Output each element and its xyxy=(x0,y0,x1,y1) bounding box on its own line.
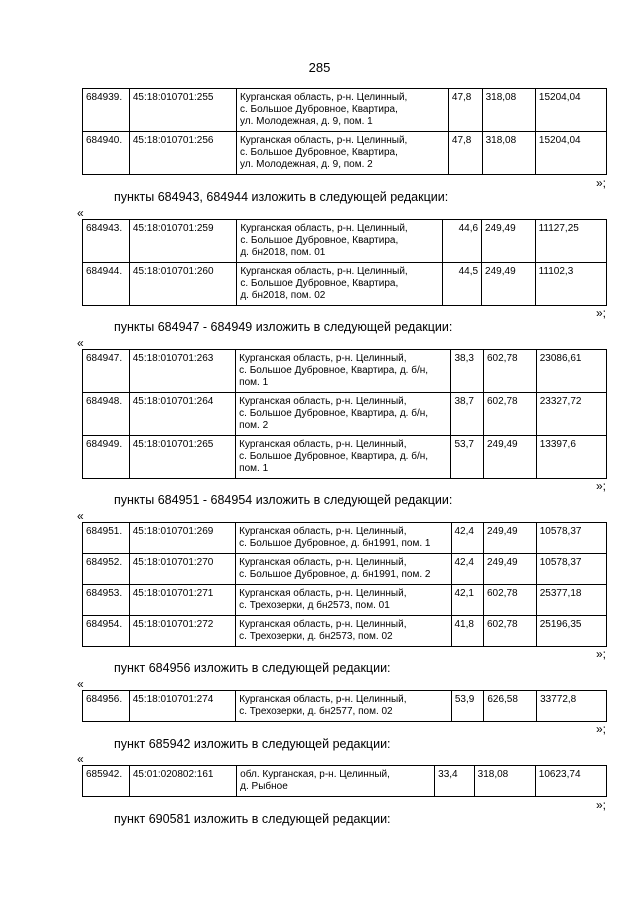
total-value: 23086,61 xyxy=(536,350,606,393)
total-value: 10623,74 xyxy=(535,766,606,797)
row-number: 685942. xyxy=(83,766,130,797)
opening-quote: « xyxy=(77,677,84,691)
closing-quote: »; xyxy=(596,647,607,661)
total-value: 13397,6 xyxy=(536,436,606,479)
address: Курганская область, р-н. Целинный, с. Большое Дубровное, Квартира, д. б/н, пом. 1 xyxy=(236,350,451,393)
rate: 602,78 xyxy=(483,393,536,436)
table-row xyxy=(83,766,607,797)
total-value: 11127,25 xyxy=(535,220,606,263)
opening-quote: « xyxy=(77,206,84,220)
cadastral-number: 45:18:010701:270 xyxy=(129,554,235,585)
section-intro: пункт 685942 изложить в следующей редакции: xyxy=(114,737,391,751)
row-number: 684951. xyxy=(83,523,130,554)
cadastral-number: 45:18:010701:274 xyxy=(129,691,235,722)
row-number: 684948. xyxy=(83,393,130,436)
table-row xyxy=(83,350,607,393)
rate: 602,78 xyxy=(484,616,537,647)
area: 44,6 xyxy=(443,220,482,263)
address: Курганская область, р-н. Целинный, с. Трехозерки, д бн2573, пом. 01 xyxy=(236,585,451,616)
closing-quote: »; xyxy=(596,176,607,190)
row-number: 684949. xyxy=(83,436,130,479)
rate: 602,78 xyxy=(483,350,536,393)
cadastral-number: 45:18:010701:259 xyxy=(129,220,236,263)
area: 42,4 xyxy=(451,523,484,554)
area: 41,8 xyxy=(451,616,484,647)
address: Курганская область, р-н. Целинный, с. Трехозерки, д. бн2573, пом. 02 xyxy=(236,616,451,647)
cadastral-number: 45:01:020802:161 xyxy=(129,766,236,797)
section-intro: пункт 684956 изложить в следующей редакции: xyxy=(114,661,391,675)
area: 53,7 xyxy=(451,436,484,479)
row-number: 684953. xyxy=(83,585,130,616)
area: 44,5 xyxy=(443,263,482,306)
total-value: 25377,18 xyxy=(536,585,606,616)
cadastral-number: 45:18:010701:271 xyxy=(129,585,235,616)
row-number: 684939. xyxy=(83,89,130,132)
cadastral-number: 45:18:010701:272 xyxy=(129,616,235,647)
row-number: 684943. xyxy=(83,220,130,263)
opening-quote: « xyxy=(77,336,84,350)
row-number: 684954. xyxy=(83,616,130,647)
rate: 249,49 xyxy=(484,523,537,554)
row-number: 684952. xyxy=(83,554,130,585)
row-number: 684944. xyxy=(83,263,130,306)
property-table xyxy=(82,219,607,306)
cadastral-number: 45:18:010701:264 xyxy=(129,393,235,436)
rate: 249,49 xyxy=(484,554,537,585)
cadastral-number: 45:18:010701:256 xyxy=(129,132,236,175)
page-number: 285 xyxy=(308,60,331,75)
section-intro: пункты 684943, 684944 изложить в следующей редакции: xyxy=(114,190,449,204)
table-row xyxy=(83,132,607,175)
address: Курганская область, р-н. Целинный, с. Большое Дубровное, д. бн1991, пом. 2 xyxy=(236,554,451,585)
rate: 626,58 xyxy=(484,691,537,722)
rate: 249,49 xyxy=(482,220,536,263)
address: Курганская область, р-н. Целинный, с. Большое Дубровное, Квартира, д. б/н, пом. 1 xyxy=(236,436,451,479)
cadastral-number: 45:18:010701:255 xyxy=(129,89,236,132)
address: Курганская область, р-н. Целинный, с. Большое Дубровное, Квартира, ул. Молодежная, д. 9, пом. 2 xyxy=(236,132,448,175)
table-row xyxy=(83,616,607,647)
closing-quote: »; xyxy=(596,479,607,493)
area: 38,3 xyxy=(451,350,484,393)
property-table xyxy=(82,522,607,647)
property-table xyxy=(82,349,607,479)
rate: 318,08 xyxy=(482,132,535,175)
total-value: 25196,35 xyxy=(536,616,606,647)
table-row xyxy=(83,436,607,479)
address: Курганская область, р-н. Целинный, с. Большое Дубровное, Квартира, д. б/н, пом. 2 xyxy=(236,393,451,436)
total-value: 10578,37 xyxy=(536,554,606,585)
opening-quote: « xyxy=(77,752,84,766)
section-intro: пункт 690581 изложить в следующей редакции: xyxy=(114,812,391,826)
rate: 249,49 xyxy=(483,436,536,479)
rate: 318,08 xyxy=(474,766,535,797)
row-number: 684947. xyxy=(83,350,130,393)
area: 47,8 xyxy=(448,132,482,175)
rate: 602,78 xyxy=(484,585,537,616)
cadastral-number: 45:18:010701:263 xyxy=(129,350,235,393)
table-row xyxy=(83,393,607,436)
address: Курганская область, р-н. Целинный, с. Большое Дубровное, д. бн1991, пом. 1 xyxy=(236,523,451,554)
table-row xyxy=(83,220,607,263)
table-row xyxy=(83,554,607,585)
cadastral-number: 45:18:010701:269 xyxy=(129,523,235,554)
total-value: 11102,3 xyxy=(535,263,606,306)
total-value: 15204,04 xyxy=(535,132,606,175)
area: 42,4 xyxy=(451,554,484,585)
address: Курганская область, р-н. Целинный, с. Большое Дубровное, Квартира, ул. Молодежная, д. 9, пом. 1 xyxy=(236,89,448,132)
area: 33,4 xyxy=(435,766,475,797)
table-row xyxy=(83,89,607,132)
address: Курганская область, р-н. Целинный, с. Трехозерки, д. бн2577, пом. 02 xyxy=(236,691,452,722)
cadastral-number: 45:18:010701:265 xyxy=(129,436,235,479)
closing-quote: »; xyxy=(596,798,607,812)
closing-quote: »; xyxy=(596,306,607,320)
address: обл. Курганская, р-н. Целинный, д. Рыбное xyxy=(237,766,435,797)
rate: 318,08 xyxy=(482,89,535,132)
area: 38,7 xyxy=(451,393,484,436)
property-table xyxy=(82,765,607,797)
area: 53,9 xyxy=(451,691,484,722)
address: Курганская область, р-н. Целинный, с. Большое Дубровное, Квартира, д. бн2018, пом. 01 xyxy=(237,220,443,263)
property-table xyxy=(82,690,607,722)
closing-quote: »; xyxy=(596,722,607,736)
total-value: 33772,8 xyxy=(537,691,607,722)
table-row xyxy=(83,523,607,554)
table-row xyxy=(83,691,607,722)
table-row xyxy=(83,585,607,616)
area: 47,8 xyxy=(448,89,482,132)
property-table xyxy=(82,88,607,175)
rate: 249,49 xyxy=(482,263,536,306)
total-value: 15204,04 xyxy=(535,89,606,132)
section-intro: пункты 684951 - 684954 изложить в следующей редакции: xyxy=(114,493,453,507)
section-intro: пункты 684947 - 684949 изложить в следующей редакции: xyxy=(114,320,453,334)
row-number: 684956. xyxy=(83,691,130,722)
row-number: 684940. xyxy=(83,132,130,175)
opening-quote: « xyxy=(77,509,84,523)
address: Курганская область, р-н. Целинный, с. Большое Дубровное, Квартира, д. бн2018, пом. 02 xyxy=(237,263,443,306)
total-value: 23327,72 xyxy=(536,393,606,436)
table-row xyxy=(83,263,607,306)
cadastral-number: 45:18:010701:260 xyxy=(129,263,236,306)
total-value: 10578,37 xyxy=(536,523,606,554)
area: 42,1 xyxy=(451,585,484,616)
